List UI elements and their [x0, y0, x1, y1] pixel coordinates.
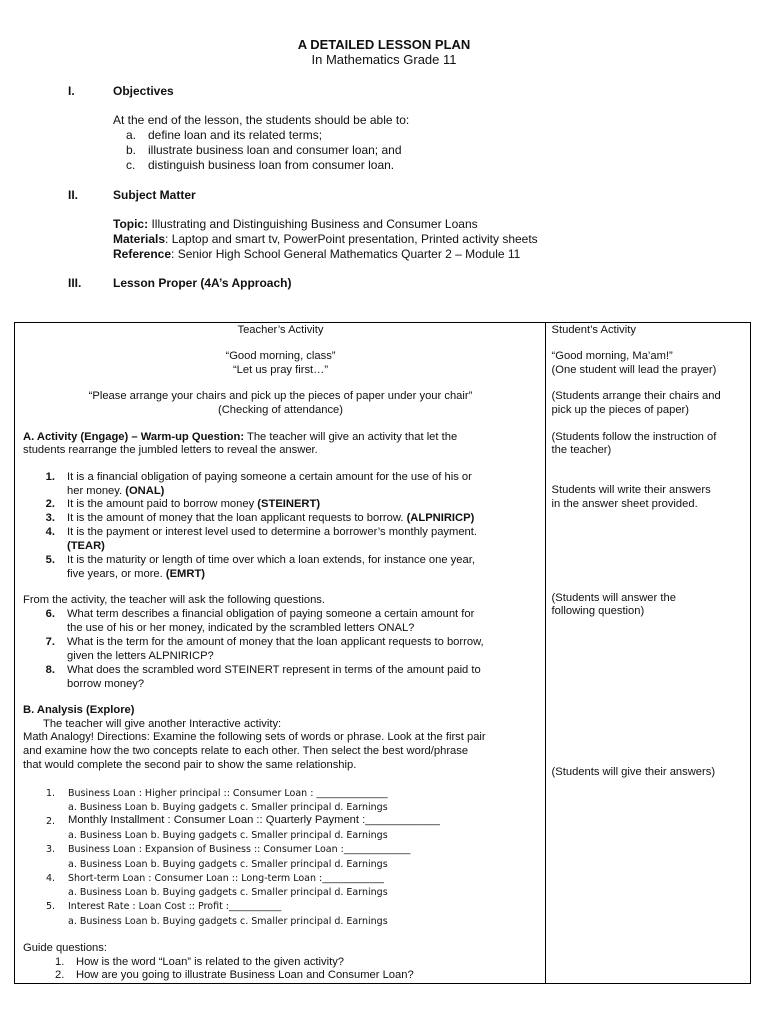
question-text: What does the scrambled word STEINERT represent in terms of the amount paid to borrow money? [67, 664, 481, 690]
analysis-line: Math Analogy! Directions: Examine the following sets of words or phrase. Look at the first pair [23, 731, 486, 743]
objective-text: illustrate business loan and consumer loan; and [148, 143, 402, 157]
objective-item [126, 128, 322, 142]
student-response: (Students will give their answers) [551, 766, 716, 778]
student-response: following question) [551, 605, 645, 617]
analogy-number: 3. [46, 844, 56, 855]
materials-text: : Laptop and smart tv, PowerPoint presentation, Printed activity sheets [165, 232, 538, 246]
guide-label: Guide questions: [23, 942, 107, 954]
section-number: I. [68, 84, 75, 98]
materials-line [113, 232, 538, 246]
analogy-question: Business Loan : Higher principal :: Consumer Loan : _______________ [68, 788, 388, 799]
question-text: It is the amount of money that the loan applicant requests to borrow. (ALPNIRICP) [67, 512, 475, 524]
objective-letter: a. [126, 128, 137, 142]
question-text: What term describes a financial obligation of paying someone a certain amount for the use of his or her money, indicated by the scrambled letters ONAL? [67, 608, 475, 634]
objective-letter: b. [126, 143, 137, 157]
student-response: pick up the pieces of paper) [551, 404, 689, 416]
doc-title: A DETAILED LESSON PLAN [297, 37, 471, 52]
question-answer: (EMRT) [165, 567, 206, 580]
analogy-question: Monthly Installment : Consumer Loan :: Quarterly Payment :____________ [68, 814, 440, 826]
teacher-activity-column [15, 323, 546, 984]
question-number: 8. [45, 664, 55, 676]
section-label: Objectives [113, 84, 174, 98]
question-answer: (TEAR) [67, 539, 105, 552]
analysis-line: and examine how the two concepts relate to each other. Then select the best word/phrase [23, 745, 469, 757]
analysis-line: The teacher will give another Interactive activity: [43, 718, 282, 730]
question-answer: (ONAL) [125, 484, 165, 497]
analogy-choices: a. Business Loan b. Buying gadgets c. Smaller principal d. Earnings [68, 802, 388, 813]
student-activity-column [545, 323, 750, 984]
greeting: “Good morning, class” [225, 350, 336, 362]
prayer: “Let us pray first…” [232, 364, 329, 376]
analysis-heading: B. Analysis (Explore) [23, 704, 135, 716]
lesson-table [14, 322, 751, 984]
question-text: It is the maturity or length of time over which a loan extends, for instance one year, five years, or more. (EMRT) [67, 554, 475, 580]
arrange-chairs: “Please arrange your chairs and pick up the pieces of paper under your chair” [88, 390, 473, 402]
student-response: in the answer sheet provided. [551, 498, 698, 510]
question-number: 5. [45, 554, 55, 566]
topic-label: Topic: [113, 217, 149, 231]
doc-subtitle: In Mathematics Grade 11 [311, 52, 457, 67]
student-response: the teacher) [551, 444, 612, 456]
objective-item [126, 158, 394, 172]
question-number: 7. [45, 636, 55, 648]
student-response: (Students follow the instruction of [551, 431, 717, 443]
question-text: What is the term for the amount of money that the loan applicant requests to borrow, given the letters ALPNIRICP? [67, 636, 484, 662]
student-response: “Good morning, Ma’am!” [551, 350, 673, 362]
objective-text: define loan and its related terms; [148, 128, 323, 142]
question-number: 1. [45, 471, 55, 483]
analysis-line: that would complete the second pair to show the same relationship. [23, 759, 357, 771]
objective-text: distinguish business loan from consumer loan. [148, 158, 395, 172]
objectives-intro: At the end of the lesson, the students should be able to: [113, 113, 410, 127]
question-answer: (STEINERT) [257, 498, 321, 510]
analogy-question: Short-term Loan : Consumer Loan :: Long-term Loan :_____________ [68, 873, 384, 884]
analogy-question: Business Loan : Expansion of Business :: Consumer Loan :______________ [68, 844, 411, 855]
activity-text-2: students rearrange the jumbled letters to reveal the answer. [23, 444, 318, 456]
analogy-number: 5. [46, 901, 56, 912]
question-text: It is a financial obligation of paying someone a certain amount for the use of his or her money. (ONAL) [67, 471, 472, 497]
reference-text: : Senior High School General Mathematics Quarter 2 – Module 11 [171, 247, 521, 261]
question-number: 3. [45, 512, 55, 524]
topic-text: Illustrating and Distinguishing Business and Consumer Loans [148, 217, 478, 231]
materials-label: Materials [113, 232, 166, 246]
section-number: II. [68, 188, 79, 202]
activity-label: A. Activity (Engage) – Warm-up Question: [23, 431, 245, 443]
analogy-choices: a. Business Loan b. Buying gadgets c. Smaller principal d. Earnings [68, 916, 388, 927]
reference-label: Reference [113, 247, 172, 261]
reference-line [113, 247, 520, 261]
analogy-choices: a. Business Loan b. Buying gadgets c. Smaller principal d. Earnings [68, 887, 388, 898]
question-number: 6. [45, 608, 55, 620]
question-text: It is the amount paid to borrow money (STEINERT) [67, 498, 321, 510]
activity-intro [23, 431, 457, 445]
student-response: (Students arrange their chairs and [551, 390, 721, 402]
attendance: (Checking of attendance) [217, 404, 343, 416]
analogy-number: 2. [46, 816, 56, 827]
guide-question: How is the word “Loan” is related to the given activity? [76, 956, 345, 968]
analogy-question: Interest Rate : Loan Cost :: Profit :___________ [68, 901, 282, 912]
question-answer: (ALPNIRICP) [406, 512, 475, 524]
from-activity: From the activity, the teacher will ask the following questions. [23, 594, 325, 606]
analogy-choices: a. Business Loan b. Buying gadgets c. Smaller principal d. Earnings [68, 859, 388, 870]
section-label: Subject Matter [113, 188, 196, 202]
student-header: Student’s Activity [551, 324, 636, 336]
analogy-number: 1. [46, 788, 56, 799]
guide-number: 2. [55, 969, 65, 981]
objective-item [126, 143, 402, 157]
guide-number: 1. [55, 956, 65, 968]
question-number: 4. [45, 526, 55, 538]
student-response: (Students will answer the [551, 592, 676, 604]
analogy-number: 4. [46, 873, 56, 884]
guide-question: How are you going to illustrate Business Loan and Consumer Loan? [76, 969, 414, 981]
section-label: Lesson Proper (4A’s Approach) [113, 276, 292, 290]
question-number: 2. [45, 498, 55, 510]
question-text: It is the payment or interest level used to determine a borrower’s monthly payment. (TEAR) [67, 526, 477, 552]
activity-text: The teacher will give an activity that let the [244, 431, 458, 443]
topic-line [113, 217, 478, 231]
student-response: (One student will lead the prayer) [551, 364, 717, 376]
section-number: III. [68, 276, 82, 290]
teacher-header: Teacher’s Activity [237, 324, 324, 336]
student-response: Students will write their answers [551, 484, 711, 496]
analogy-choices: a. Business Loan b. Buying gadgets c. Smaller principal d. Earnings [68, 830, 388, 841]
objective-letter: c. [126, 158, 136, 172]
